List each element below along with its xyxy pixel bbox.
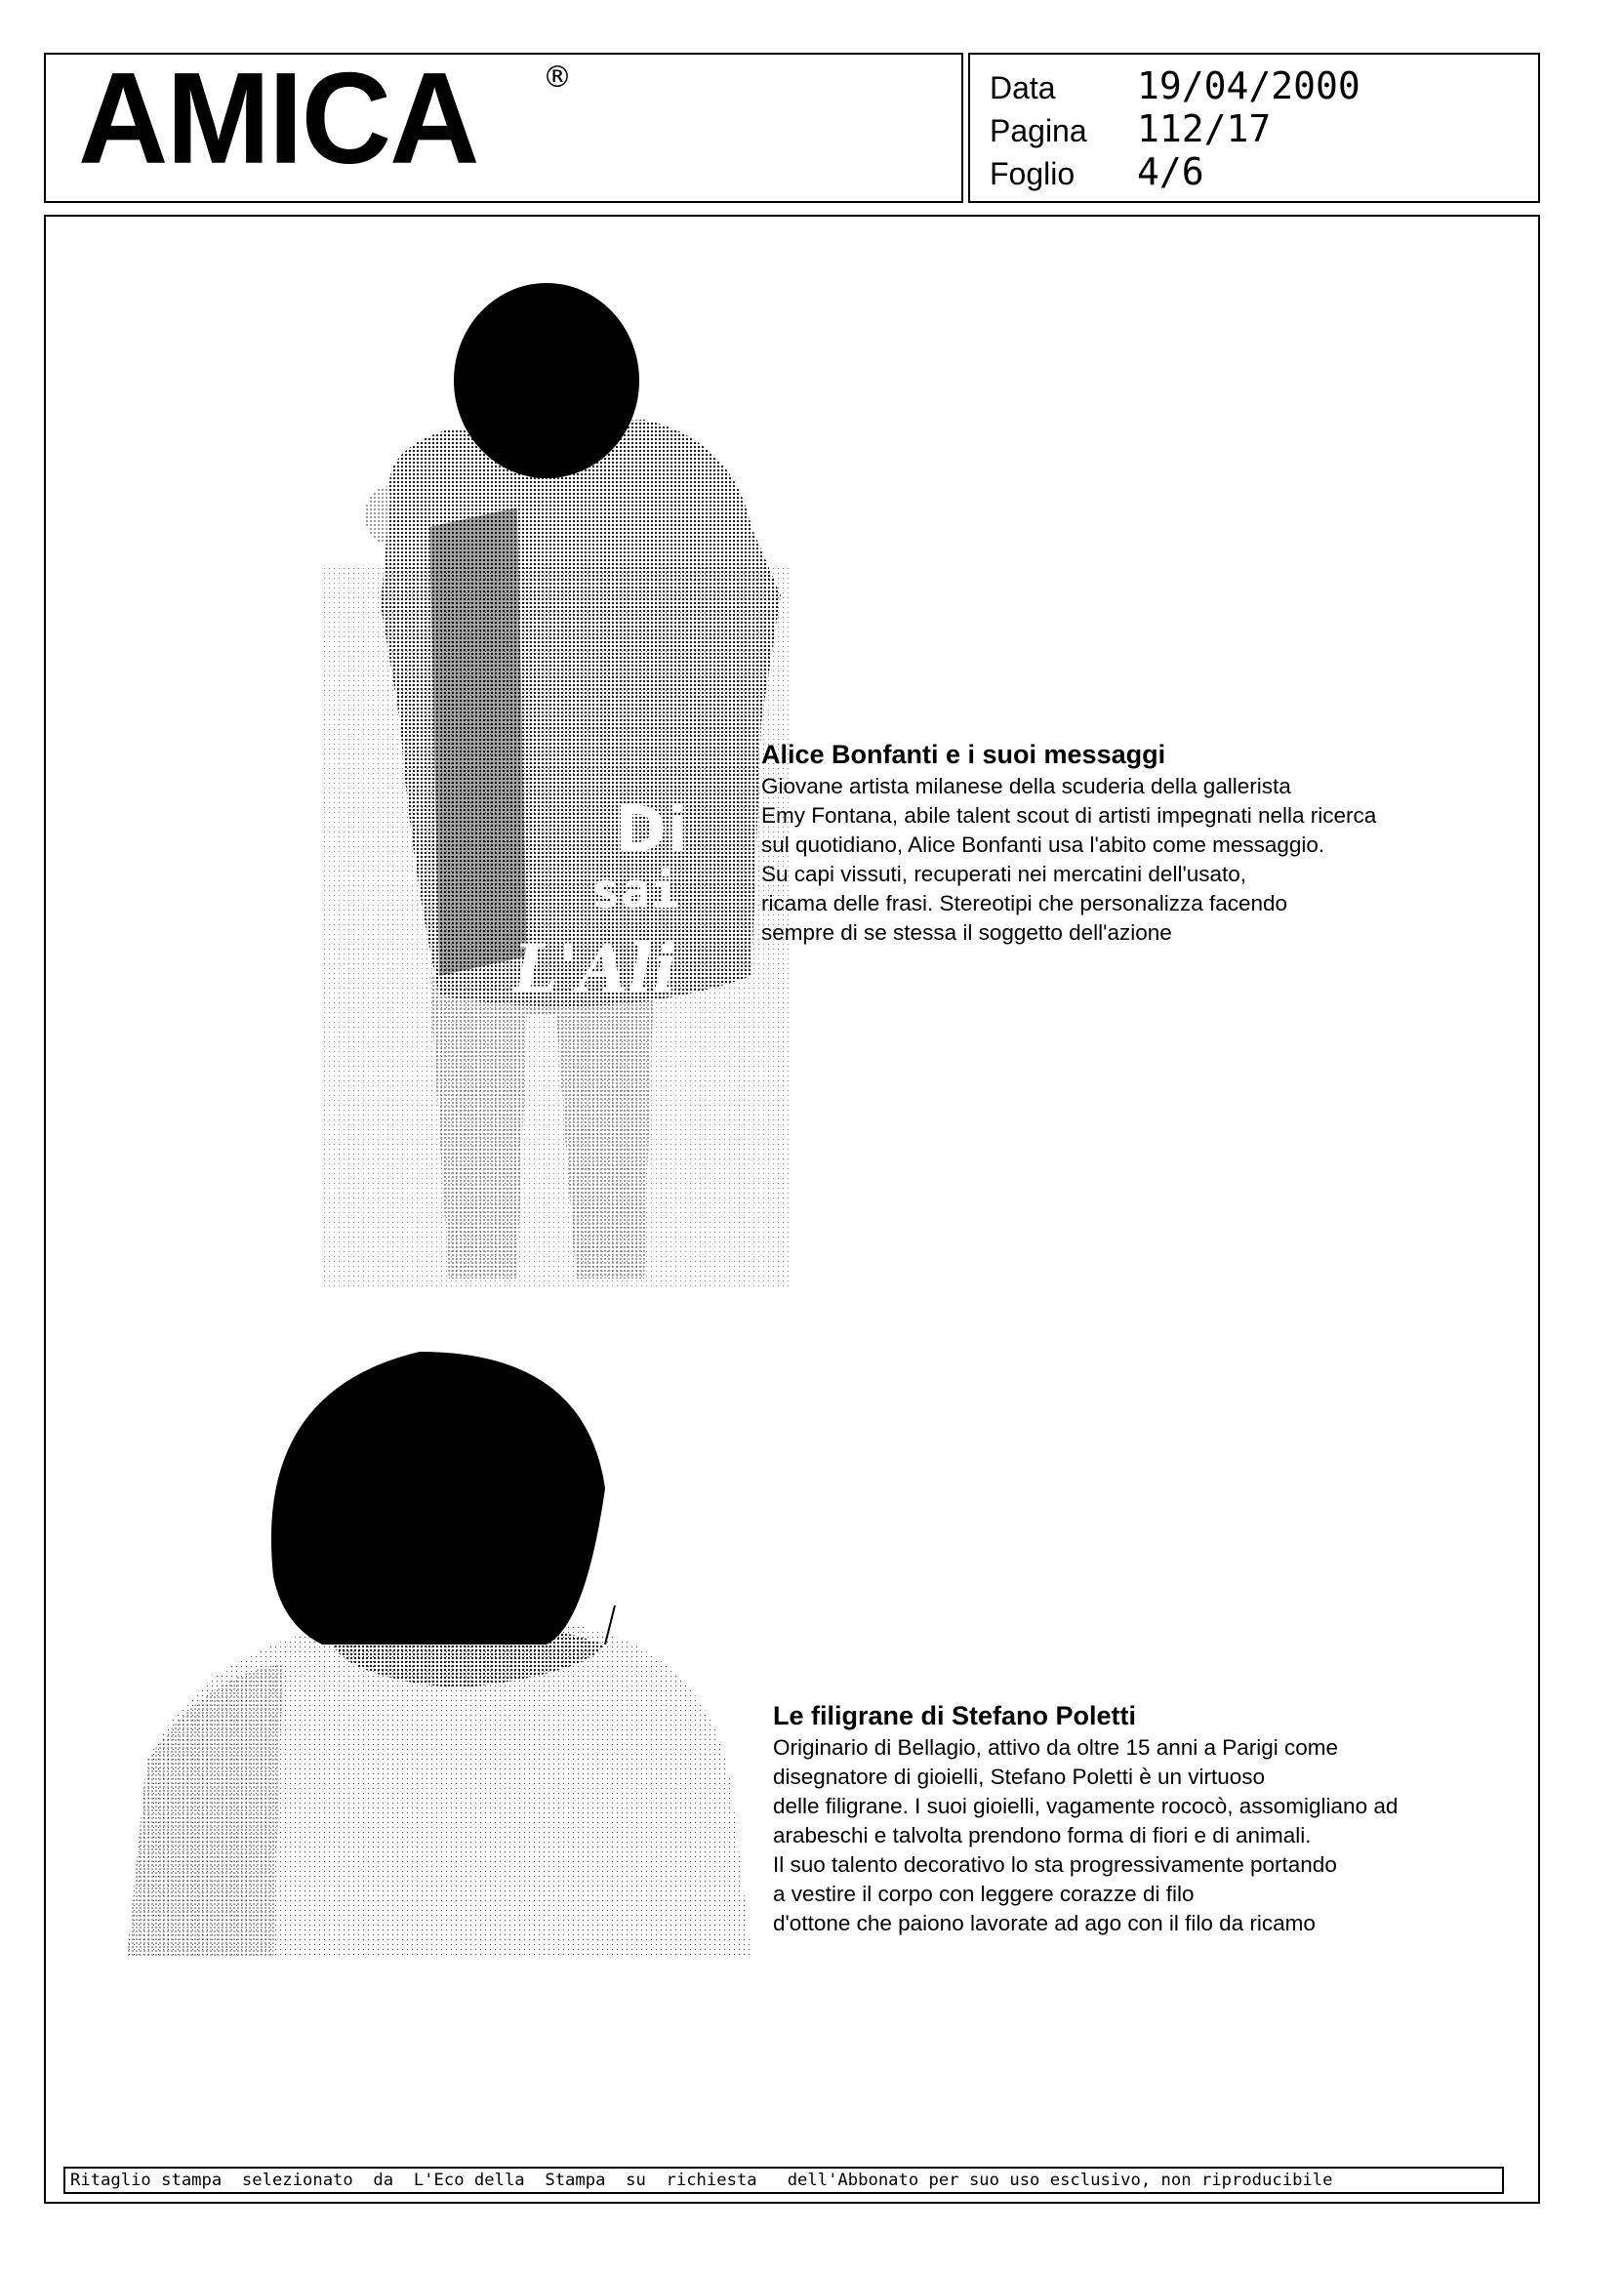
article-stefano-poletti [773,1700,1398,1938]
data-label: Data [990,70,1056,105]
article-body: Giovane artista milanese della scuderia della gallerista Emy Fontana, abile talent scout di artisti impegnati nella ricerca sul quotidiano, Alice Bonfanti usa l'abito come messaggio. Su capi vissuti, recuperati nei mercatini dell'usato, ricama delle frasi. Stereotipi che personalizza facendo sempre di se stessa il soggetto dell'azione [761,774,1377,945]
article-body: Originario di Bellagio, attivo da oltre 15 anni a Parigi come disegnatore di gioielli, Stefano Poletti è un virtuoso delle filigrane. I suoi gioielli, vagamente rococò, assomigliano ad arabeschi e talvolta prendono forma di fiori e di animali. Il suo talento decorativo lo sta progressivamente portando a vestire il corpo con leggere corazze di filo d'ottone che paiono lavorate ad ago con il filo da ricamo [773,1735,1399,1935]
registered-mark: ® [543,61,572,95]
photo-stefano-poletti [127,1352,751,1957]
foglio-value: 4/6 [1137,150,1204,193]
jacket-text-line-3: L'Ali [513,930,677,1006]
pagina-value: 112/17 [1137,107,1272,150]
jacket-text-line-1: Di [615,794,689,867]
foglio-label: Foglio [990,156,1076,191]
publication-logo: AMICA [78,46,478,191]
pagina-label: Pagina [990,113,1087,148]
article-alice-bonfanti [761,739,1376,948]
article-title: Alice Bonfanti e i suoi messaggi [761,740,1166,769]
data-value: 19/04/2000 [1137,64,1360,107]
footer-notice: Ritaglio stampa selezionato da L'Eco della Stampa su richiesta dell'Abbonato per suo uso esclusivo, non riproducibile [70,2171,1333,2190]
photo-alice-bonfanti [322,273,791,1288]
article-title: Le filigrane di Stefano Poletti [773,1701,1137,1730]
jacket-text-line-2: sai [591,863,680,919]
